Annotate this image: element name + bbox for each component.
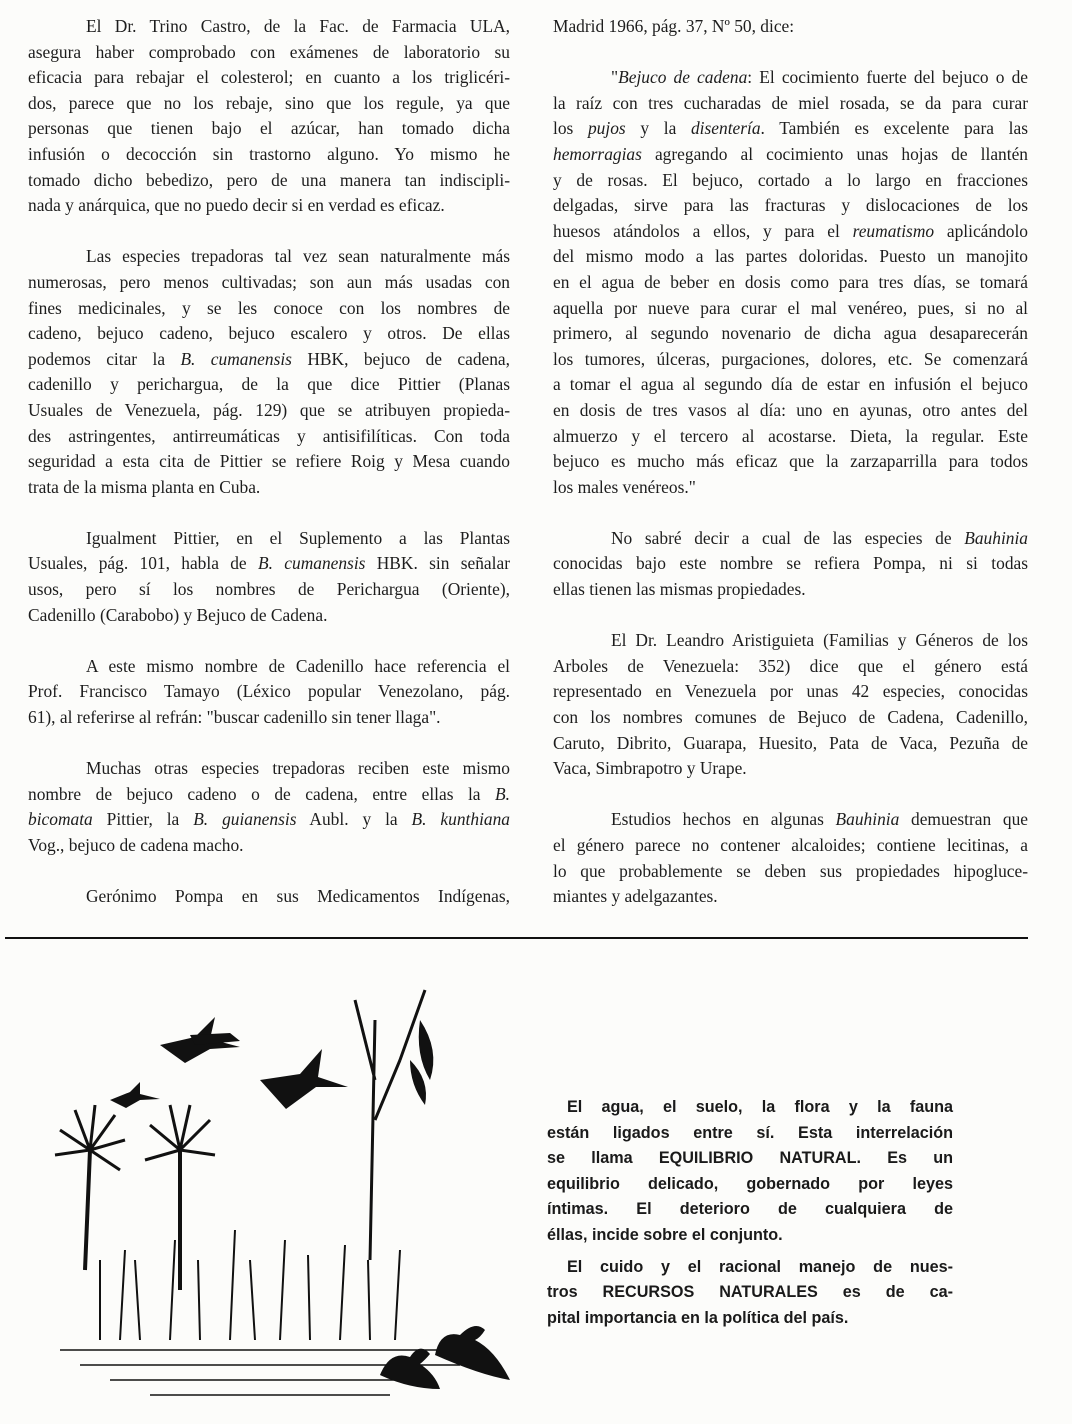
text-line xyxy=(553,14,1028,40)
italic-term: disentería xyxy=(690,118,761,139)
text-segment: los xyxy=(553,118,588,139)
reeds-icon xyxy=(100,1230,400,1340)
text-segment: personas que tienen bajo el azúcar, han tomado dicha xyxy=(28,118,510,139)
paragraph xyxy=(553,807,1028,909)
text-line xyxy=(28,398,510,424)
italic-term: B. cumanensis xyxy=(257,553,366,574)
text-segment: bejuco es mucho más eficaz que la zarzaparrilla para todos xyxy=(553,451,1028,472)
wetland-illustration-icon xyxy=(40,960,530,1420)
text-line xyxy=(28,244,510,270)
italic-term: B. guianensis xyxy=(193,809,297,830)
text-line xyxy=(28,14,510,40)
text-segment: conocidas bajo este nombre se refiera Pompa, ni si todas xyxy=(553,553,1028,574)
paragraph xyxy=(28,756,510,858)
text-segment: lo que probablemente se deben sus propiedades hipogluce- xyxy=(553,860,1028,881)
text-segment: . También es excelente para las xyxy=(760,118,1028,139)
section-divider xyxy=(5,937,1028,939)
text-segment: El Dr. Trino Castro, de la Fac. de Farmacia ULA, xyxy=(86,16,510,36)
text-line xyxy=(28,833,510,859)
text-line xyxy=(28,526,510,552)
paragraph xyxy=(28,14,510,219)
text-segment: demuestran que xyxy=(899,809,1028,830)
text-line xyxy=(547,1146,953,1172)
text-line xyxy=(28,782,510,808)
text-segment: en el agua de beber en dosis como para tres días, se tomará xyxy=(553,271,1028,292)
text-segment: cadenillo y perichargua, de la que dice Pittier (Planas xyxy=(28,374,510,395)
text-segment: usos, pero sí los nombres de Perichargua (Oriente), xyxy=(28,579,510,600)
text-line xyxy=(28,116,510,142)
text-line xyxy=(28,40,510,66)
text-line xyxy=(28,270,510,296)
text-segment: pital importancia en la política del país. xyxy=(547,1308,849,1327)
italic-term: B. xyxy=(495,783,510,804)
text-segment: del mismo modo a las partes doloridas. Puesto un manojito xyxy=(553,246,1028,267)
text-line xyxy=(28,193,510,219)
text-segment: nombre de bejuco cadeno o de cadena, entre ellas la xyxy=(28,783,496,804)
text-segment: podemos citar la xyxy=(28,348,181,369)
text-segment: Usuales, pág. 101, habla de xyxy=(28,553,258,574)
text-line xyxy=(28,603,510,629)
text-segment: Gerónimo Pompa en sus Medicamentos Indígenas, xyxy=(86,886,510,907)
paragraph xyxy=(28,244,510,500)
text-line xyxy=(28,475,510,501)
text-line xyxy=(547,1280,953,1306)
text-line xyxy=(28,372,510,398)
paragraph xyxy=(553,65,1028,500)
text-segment: Cadenillo (Carabobo) y Bejuco de Cadena. xyxy=(28,604,328,625)
text-line xyxy=(28,449,510,475)
flying-bird-icon xyxy=(190,1033,240,1045)
left-text-column xyxy=(28,14,510,935)
text-segment: los tumores, úlceras, purgaciones, dolores, etc. Se comenzará xyxy=(553,348,1028,369)
italic-term: Bejuco de cadena xyxy=(618,67,748,88)
paragraph xyxy=(547,1095,953,1249)
text-line xyxy=(553,65,1028,91)
text-segment: Igualment Pittier, en el Suplemento a las Plantas xyxy=(86,527,510,548)
text-line xyxy=(28,654,510,680)
text-segment: en dosis de tres vasos al día: uno en ayunas, otro antes del xyxy=(553,399,1028,420)
text-segment: fines medicinales, y se les conoce con los nombres de xyxy=(28,297,510,318)
paragraph xyxy=(547,1255,953,1332)
italic-term: hemorragias xyxy=(553,143,642,164)
text-line xyxy=(553,270,1028,296)
text-segment: Prof. Francisco Tamayo (Léxico popular Venezolano, pág. xyxy=(28,681,510,702)
text-line xyxy=(553,424,1028,450)
text-segment: Vaca, Simbrapotro y Urape. xyxy=(553,758,747,779)
text-line xyxy=(553,347,1028,373)
italic-term: reumatismo xyxy=(852,220,935,241)
text-line xyxy=(547,1306,953,1332)
text-line xyxy=(28,168,510,194)
text-line xyxy=(28,577,510,603)
tree-trunk-icon xyxy=(355,990,425,1260)
italic-term: Bauhinia xyxy=(964,527,1028,548)
text-line xyxy=(553,449,1028,475)
text-segment: los males venéreos." xyxy=(553,476,696,497)
text-segment: la raíz con tres cucharadas de miel rosada, se da para curar xyxy=(553,92,1028,113)
text-line xyxy=(28,884,510,910)
text-line xyxy=(547,1121,953,1147)
text-line xyxy=(28,296,510,322)
text-line xyxy=(553,807,1028,833)
text-segment: asegura haber comprobado con exámenes de laboratorio su xyxy=(28,41,510,62)
text-line xyxy=(553,116,1028,142)
text-line xyxy=(553,705,1028,731)
text-segment: se llama EQUILIBRIO NATURAL. Es un xyxy=(547,1149,953,1168)
text-segment: trata de la misma planta en Cuba. xyxy=(28,476,261,497)
flying-bird-icon xyxy=(110,1082,160,1108)
text-line xyxy=(28,65,510,91)
text-segment: el género parece no contener alcaloides; contiene lecitinas, a xyxy=(553,835,1028,855)
text-segment: nada y anárquica, que no puedo decir si en verdad es eficaz. xyxy=(28,195,445,216)
text-line xyxy=(553,756,1028,782)
duck-icon xyxy=(435,1326,510,1380)
text-segment: seguridad a esta cita de Pittier se refiere Roig y Mesa cuando xyxy=(28,451,510,472)
text-line xyxy=(28,91,510,117)
text-line xyxy=(547,1172,953,1198)
text-line xyxy=(553,577,1028,603)
text-line xyxy=(553,731,1028,757)
text-segment: dos, parece que no los rebaje, sino que los regule, ya que xyxy=(28,92,510,113)
text-segment: des astringentes, antirreumáticas y antisifilíticas. Con toda xyxy=(28,425,510,446)
text-line xyxy=(28,679,510,705)
text-segment: íntimas. El deterioro de cualquiera de xyxy=(547,1200,953,1219)
paragraph xyxy=(553,526,1028,603)
italic-term: bicomata xyxy=(28,809,93,830)
text-line xyxy=(553,193,1028,219)
text-segment: representado en Venezuela por unas 42 especies, conocidas xyxy=(553,681,1028,702)
text-line xyxy=(553,91,1028,117)
text-segment: eficacia para rebajar el colesterol; en cuanto a los triglicéri- xyxy=(28,67,510,88)
text-segment: Caruto, Dibrito, Guarapa, Huesito, Pata de Vaca, Pezuña de xyxy=(553,732,1028,753)
text-line xyxy=(28,705,510,731)
conservation-message-box xyxy=(547,1095,953,1337)
text-segment: equilibrio delicado, gobernado por leyes xyxy=(547,1174,953,1193)
text-segment: infusión o decocción sin trastorno alguno. Yo mismo he xyxy=(28,143,510,164)
text-segment: El agua, el suelo, la flora y la fauna xyxy=(567,1098,953,1116)
text-line xyxy=(28,551,510,577)
text-line xyxy=(553,628,1028,654)
text-segment: " xyxy=(611,67,619,88)
text-line xyxy=(553,142,1028,168)
text-line xyxy=(553,219,1028,245)
text-line xyxy=(553,321,1028,347)
text-segment: cadeno, bejuco cadeno, bejuco escalero y otros. De ellas xyxy=(28,323,510,344)
text-segment: están ligados entre sí. Esta interrelación xyxy=(547,1123,953,1142)
text-line xyxy=(28,321,510,347)
text-segment: con los nombres comunes de Bejuco de Cadena, Cadenillo, xyxy=(553,707,1028,728)
text-line xyxy=(553,168,1028,194)
text-segment: HBK. sin señalar xyxy=(365,553,510,574)
text-line xyxy=(547,1197,953,1223)
flying-bird-icon xyxy=(260,1049,348,1109)
text-segment: Arboles de Venezuela: 352) dice que el género está xyxy=(553,655,1028,676)
text-segment: agregando al cocimiento unas hojas de llantén xyxy=(641,143,1028,164)
right-text-column xyxy=(553,14,1028,935)
text-segment: Estudios hechos en algunas xyxy=(611,809,836,830)
text-segment: primero, al segundo novenario de dicha agua desaparecerán xyxy=(553,323,1028,344)
text-segment: Vog., bejuco de cadena macho. xyxy=(28,835,244,855)
text-segment: aquella por nueve para curar el mal venéreo, pues, si no al xyxy=(553,297,1028,318)
text-line xyxy=(547,1223,953,1249)
text-line xyxy=(553,372,1028,398)
text-line xyxy=(553,244,1028,270)
text-line xyxy=(553,884,1028,910)
text-line xyxy=(553,296,1028,322)
text-segment: delgadas, sirve para las fracturas y dislocaciones de los xyxy=(553,195,1028,216)
text-line xyxy=(553,475,1028,501)
text-line xyxy=(547,1095,953,1121)
text-line xyxy=(553,859,1028,885)
text-line xyxy=(553,654,1028,680)
text-line xyxy=(547,1255,953,1281)
text-line xyxy=(553,551,1028,577)
text-line xyxy=(28,807,510,833)
text-segment: Aubl. y la xyxy=(296,809,412,830)
text-line xyxy=(553,679,1028,705)
text-segment: almuerzo y el tercero al acostarse. Dieta, la regular. Este xyxy=(553,425,1028,446)
text-segment: y la xyxy=(625,118,691,139)
paragraph xyxy=(553,628,1028,782)
text-segment: tros RECURSOS NATURALES es de ca- xyxy=(547,1283,953,1302)
text-segment: El Dr. Leandro Aristiguieta (Familias y Géneros de los xyxy=(611,630,1028,651)
text-segment: tomado dicho bebedizo, pero de una manera tan indiscipli- xyxy=(28,169,510,190)
text-segment: Madrid 1966, pág. 37, Nº 50, dice: xyxy=(553,16,795,36)
text-segment: 61), al referirse al refrán: "buscar cadenillo sin tener llaga". xyxy=(28,707,441,728)
text-segment: No sabré decir a cual de las especies de xyxy=(611,527,965,548)
text-line xyxy=(553,398,1028,424)
text-segment: aplicándolo xyxy=(934,220,1028,241)
duck-icon xyxy=(380,1349,440,1389)
text-segment: miantes y adelgazantes. xyxy=(553,886,718,907)
paragraph xyxy=(553,14,1028,40)
text-line xyxy=(553,526,1028,552)
italic-term: pujos xyxy=(587,118,626,139)
text-line xyxy=(28,424,510,450)
text-segment: a tomar el agua al segundo día de estar en infusión el bejuco xyxy=(553,374,1028,395)
paragraph xyxy=(28,526,510,628)
text-line xyxy=(553,833,1028,859)
text-segment: Muchas otras especies trepadoras reciben este mismo xyxy=(86,758,510,779)
text-line xyxy=(28,347,510,373)
text-segment: HBK, bejuco de cadena, xyxy=(291,348,510,369)
text-segment: Pittier, la xyxy=(92,809,194,830)
tree-leaves-icon xyxy=(410,1020,433,1105)
italic-term: B. cumanensis xyxy=(180,348,292,369)
text-segment: Usuales de Venezuela, pág. 129) que se atribuyen propieda- xyxy=(28,399,510,420)
italic-term: B. kunthiana xyxy=(411,809,510,830)
text-segment: numerosas, pero menos cultivadas; son aun más usadas con xyxy=(28,271,510,292)
text-segment: ellas tienen las mismas propiedades. xyxy=(553,579,806,600)
paragraph xyxy=(28,884,510,910)
text-line xyxy=(28,142,510,168)
text-segment: El cuido y el racional manejo de nues- xyxy=(567,1257,953,1276)
text-line xyxy=(28,756,510,782)
text-segment: A este mismo nombre de Cadenillo hace referencia el xyxy=(86,655,510,676)
text-segment: éllas, incide sobre el conjunto. xyxy=(547,1225,783,1244)
text-segment: : El cocimiento fuerte del bejuco o de xyxy=(747,67,1028,88)
text-segment: y de rosas. El bejuco, cortado a lo largo en fracciones xyxy=(553,169,1028,190)
paragraph xyxy=(28,654,510,731)
text-segment: Las especies trepadoras tal vez sean naturalmente más xyxy=(86,246,510,267)
text-segment: huesos atándolos a ellos, y para el xyxy=(553,220,853,241)
italic-term: Bauhinia xyxy=(835,809,900,830)
